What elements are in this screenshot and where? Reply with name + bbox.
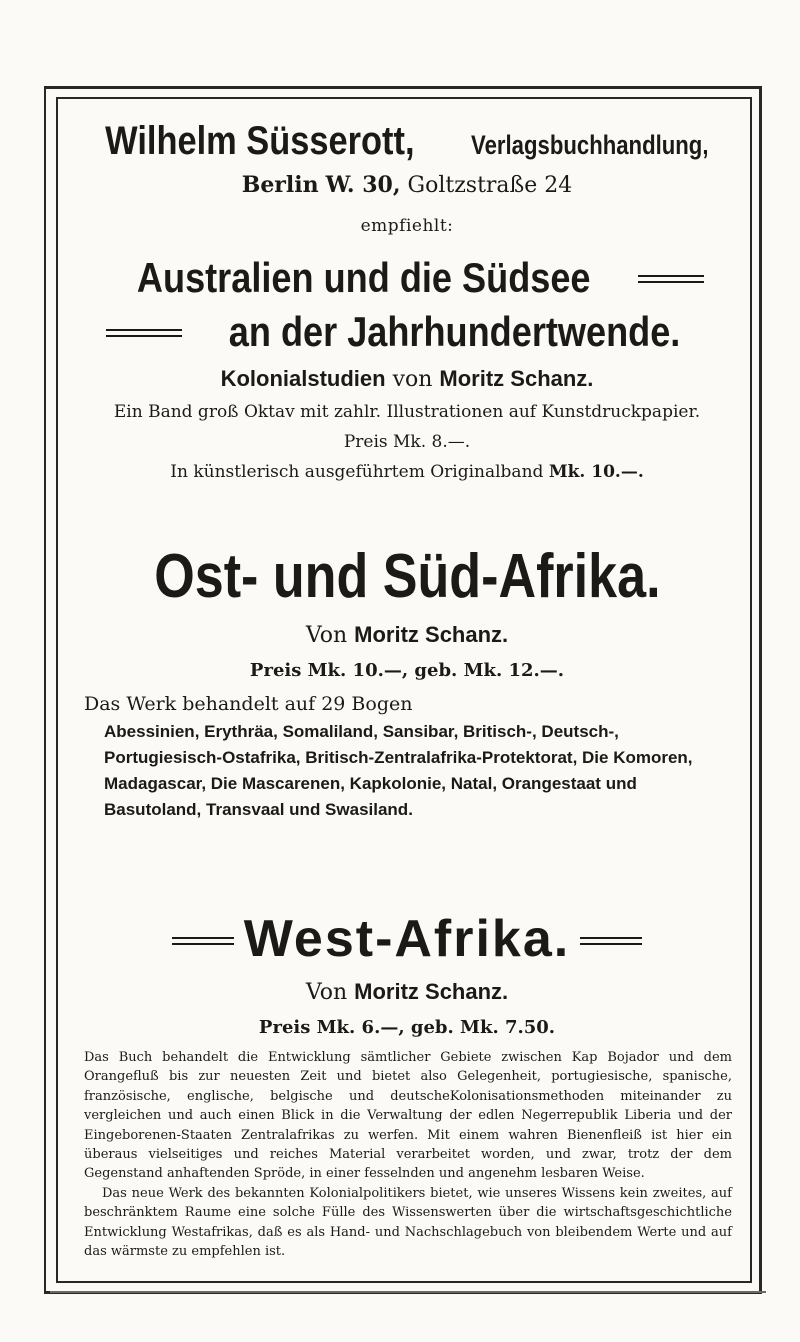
- book1-subtitle: [62, 366, 752, 392]
- book3-paragraph2: Das neue Werk des bekannten Kolonialpolitikers bietet, wie unseres Wissens kein zweites, auf beschränktem Raume eine solche Fülle des Wissenswerten über die wirtschaftsgeschichtliche Entwicklung Westafrikas, daß es als Hand- und Nachschlagebuch von bleibendem Werte und auf das wärmste zu empfehlen ist.: [84, 1185, 732, 1260]
- book1-title-line1: Australien und die Südsee: [137, 254, 591, 301]
- address-city: Berlin: [241, 172, 319, 198]
- publisher-address: [62, 172, 752, 198]
- advertisement: [62, 112, 752, 1261]
- address-street: Goltzstraße 24: [407, 173, 573, 198]
- book2-title: Ost- und Süd-Afrika.: [153, 542, 661, 611]
- book1-title-line2: an der Jahrhundertwende.: [229, 308, 681, 355]
- book2-regions: Abessinien, Erythräa, Somaliland, Sansibar, Britisch-, Deutsch-, Portugiesisch-Ostafrika, Britisch-Zentralafrika-Protektorat, Die Komoren, Madagascar, Die Mascarenen, Kapkolonie, Natal, Orangestaat und Basutoland, Transvaal und Swasiland.: [104, 722, 693, 819]
- book1-binding-price: Mk. 10.—.: [548, 462, 644, 482]
- book1-subtitle-prefix: Kolonialstudien: [220, 366, 386, 391]
- book2-von: Von: [305, 623, 348, 648]
- publisher-name: Wilhelm Süsserott,: [104, 119, 415, 163]
- publisher-heading: [62, 112, 752, 170]
- publisher-type: Verlagsbuchhandlung,: [470, 130, 709, 160]
- spacer: [62, 482, 752, 540]
- recommends-label: empfiehlt:: [360, 216, 454, 236]
- book2-price: Preis Mk. 10.—, geb. Mk. 12.—.: [249, 660, 565, 681]
- book3-description: [62, 1048, 752, 1261]
- book3-title-row: [62, 909, 752, 969]
- book2-author: Moritz Schanz.: [354, 622, 509, 647]
- book1-binding-row: [62, 462, 752, 482]
- address-district: W. 30,: [325, 172, 401, 198]
- book1-author: Moritz Schanz.: [439, 366, 594, 391]
- book1-description: Ein Band groß Oktav mit zahlr. Illustrationen auf Kunstdruckpapier.: [113, 402, 701, 422]
- book3-price: Preis Mk. 6.—, geb. Mk. 7.50.: [258, 1017, 556, 1038]
- book3-title: West-Afrika.: [243, 910, 571, 968]
- book2-title-row: [62, 540, 752, 612]
- book3-von: Von: [305, 980, 348, 1005]
- book1-title-line2-row: [62, 306, 752, 358]
- book2-byline: [62, 622, 752, 648]
- book1-subtitle-von: von: [392, 367, 433, 392]
- book1-title-line1-row: [62, 252, 752, 304]
- book2-covers: Das Werk behandelt auf 29 Bogen: [84, 693, 413, 715]
- book3-author: Moritz Schanz.: [354, 979, 509, 1004]
- book3-paragraph1: Das Buch behandelt die Entwicklung sämtlicher Gebiete zwischen Kap Bojador und dem Orangefluß bis zur neuesten Zeit und bietet also Gelegenheit, portugiesische, spanische, französische, englische, belgische und deutscheKolonisationsmethoden miteinander zu vergleichen und auch einen Blick in die Verwaltung der edlen Negerrepublik Liberia und der Eingeborenen-Staaten Zentralafrikas zu werfen. Mit einem wahren Bienenfleiß ist hier ein überaus vielseitiges und reiches Material verarbeitet worden, und zwar, trotz der dem Gegenstand anhaftenden Spröde, in einer fesselnden und angenehm lesbaren Weise.: [84, 1050, 732, 1182]
- book1-binding: In künstlerisch ausgeführtem Originalband: [170, 462, 544, 482]
- double-rule: [580, 937, 642, 945]
- book1-price: Preis Mk. 8.—.: [343, 432, 471, 452]
- double-rule: [638, 275, 704, 283]
- double-rule: [106, 329, 182, 337]
- book3-byline: [62, 979, 752, 1005]
- double-rule: [172, 937, 234, 945]
- frame-shadow: [50, 1291, 766, 1293]
